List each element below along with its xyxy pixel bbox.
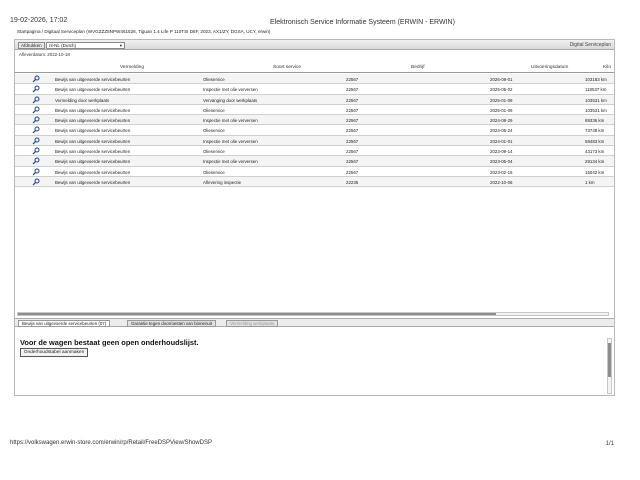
cell-bedrijf: 22567 <box>346 107 359 113</box>
cell-kilometerstand: 1 km <box>585 179 595 185</box>
cell-bedrijf: 22567 <box>346 128 359 134</box>
table-row[interactable] <box>15 84 614 94</box>
breadcrumb: Startpagina / Digitaal Serviceplan (WVGZZZ5NPW461526, Tiguan 1.4 Life P 110TSI D6F, 2023, AX1/ZY, DGSA, UCY, erwin) <box>17 29 271 34</box>
cell-vermelding: Bewijs van uitgevoerde servicebeurten <box>55 87 131 93</box>
table-row[interactable] <box>15 115 614 125</box>
magnifier-icon[interactable] <box>32 116 40 124</box>
magnifier-icon[interactable] <box>32 126 40 134</box>
cell-kilometerstand: 103531 km <box>585 107 607 113</box>
horizontal-scrollbar-thumb[interactable] <box>18 313 496 315</box>
cell-soort-service: Inspectie met olie verversen <box>203 118 258 124</box>
vertical-scrollbar[interactable] <box>607 338 612 394</box>
cell-vermelding: Bewijs van uitgevoerde servicebeurten <box>55 128 131 134</box>
column-header-bedrijf[interactable]: Bedrijf <box>411 65 425 70</box>
cell-vermelding: Bewijs van uitgevoerde servicebeurten <box>55 149 131 155</box>
column-header-kilometerstand[interactable]: Kilo <box>603 65 611 70</box>
cell-soort-service: Aflevering inspectie <box>203 179 242 185</box>
cell-bedrijf: 22567 <box>346 169 359 175</box>
toolbar <box>15 40 614 50</box>
table-row[interactable] <box>15 146 614 156</box>
cell-vermelding: Bewijs van uitgevoerde servicebeurten <box>55 138 131 144</box>
cell-kilometerstand: 89336 km <box>585 118 605 124</box>
cell-uitvoeringsdatum: 2026-08-01 <box>490 77 513 82</box>
print-date: 19-02-2026, 17:02 <box>10 17 68 24</box>
table-row[interactable] <box>15 136 614 146</box>
cell-kilometerstand: 58483 km <box>585 138 605 144</box>
magnifier-icon[interactable] <box>32 178 40 186</box>
magnifier-icon[interactable] <box>32 157 40 165</box>
cell-uitvoeringsdatum: 2023-09-14 <box>490 149 513 155</box>
app-title: Digital Serviceplan <box>569 42 611 48</box>
vertical-scrollbar-thumb[interactable] <box>608 343 611 377</box>
magnifier-icon[interactable] <box>32 85 40 93</box>
table-row[interactable] <box>15 125 614 135</box>
cell-vermelding: Bewijs van uitgevoerde servicebeurten <box>55 179 131 185</box>
cell-vermelding: Bewijs van uitgevoerde servicebeurten <box>55 169 131 175</box>
tab-vermelding-werkplaats: Vermelding werkplaats <box>226 320 278 327</box>
cell-kilometerstand: 73748 km <box>585 128 605 134</box>
cell-soort-service: Olieservice <box>203 107 225 113</box>
cell-soort-service: Olieservice <box>203 128 225 134</box>
cell-soort-service: Olieservice <box>203 149 225 155</box>
cell-uitvoeringsdatum: 2025-05-02 <box>490 87 513 93</box>
cell-bedrijf: 22567 <box>346 97 359 103</box>
cell-soort-service: Inspectie met olie verversen <box>203 138 258 144</box>
cell-kilometerstand: 28134 km <box>585 159 605 165</box>
cell-uitvoeringsdatum: 2023-02-15 <box>490 169 513 175</box>
cell-bedrijf: 22567 <box>346 159 359 165</box>
table-row[interactable] <box>15 167 614 177</box>
table-row[interactable] <box>15 156 614 166</box>
cell-bedrijf: 22567 <box>346 138 359 144</box>
print-footer-page-number: 1/1 <box>605 441 614 447</box>
cell-soort-service: Inspectie met olie verversen <box>203 87 258 93</box>
cell-vermelding: Vermelding door werkplaats <box>55 97 110 103</box>
cell-kilometerstand: 118537 km <box>585 87 607 93</box>
cell-bedrijf: 22567 <box>346 149 359 155</box>
table-row[interactable] <box>15 74 614 84</box>
maintenance-message: Voor de wagen bestaat geen open onderhoudslijst. <box>20 338 199 347</box>
create-maintenance-table-button[interactable]: Onderhoudstabel aanmaken <box>20 348 88 357</box>
cell-uitvoeringsdatum: 2024-05-24 <box>490 128 513 134</box>
cell-bedrijf: 22567 <box>346 118 359 124</box>
cell-vermelding: Bewijs van uitgevoerde servicebeurten <box>55 118 131 124</box>
cell-kilometerstand: 15042 km <box>585 169 605 175</box>
cell-soort-service: Olieservice <box>203 77 225 82</box>
cell-kilometerstand: 43173 km <box>585 149 605 155</box>
tab-bar <box>15 318 614 327</box>
print-footer-url: https://volkswagen.erwin-store.com/erwin/rp/Retail/FreeDSPView/ShowDSP <box>10 440 212 446</box>
magnifier-icon[interactable] <box>32 168 40 176</box>
chevron-down-icon: ▾ <box>119 43 122 48</box>
delivery-date: Afleverdatum: 2022-10-18 <box>19 52 70 57</box>
bottom-panel <box>15 328 614 395</box>
cell-bedrijf: 22567 <box>346 77 359 82</box>
cell-kilometerstand: 103531 km <box>585 97 607 103</box>
language-select-value: nl-NL (Dutch) <box>49 43 77 48</box>
magnifier-icon[interactable] <box>32 147 40 155</box>
service-table-body <box>15 74 614 187</box>
cell-soort-service: Inspectie met olie verversen <box>203 159 258 165</box>
service-plan-frame <box>14 39 615 396</box>
cell-uitvoeringsdatum: 2024-08-29 <box>490 118 513 124</box>
cell-uitvoeringsdatum: 2023-05-04 <box>490 159 513 165</box>
table-row[interactable] <box>15 105 614 115</box>
magnifier-icon[interactable] <box>32 106 40 114</box>
cell-uitvoeringsdatum: 2025-01-09 <box>490 107 513 113</box>
tab-servicebeurten[interactable]: Bewijs van uitgevoerde servicebeurten (07) <box>18 320 110 327</box>
cell-vermelding: Bewijs van uitgevoerde servicebeurten <box>55 107 131 113</box>
tab-garantie[interactable]: Garantie tegen doorroesten van binnenuit <box>127 320 216 327</box>
column-header-uitvoeringsdatum[interactable]: Uitvoeringsdatum <box>531 65 569 70</box>
cell-vermelding: Bewijs van uitgevoerde servicebeurten <box>55 159 131 165</box>
language-select[interactable] <box>46 42 125 49</box>
cell-soort-service: Vervanging door werkplaats <box>203 97 258 103</box>
table-row[interactable] <box>15 177 614 187</box>
column-header-soort-service[interactable]: Soort service <box>273 65 301 70</box>
cell-soort-service: Olieservice <box>203 169 225 175</box>
print-button[interactable]: Afdrukken <box>18 42 45 49</box>
cell-bedrijf: 22235 <box>346 179 359 185</box>
table-header <box>15 60 614 73</box>
page-title: Elektronisch Service Informatie Systeem (ERWIN - ERWIN) <box>270 19 455 26</box>
cell-kilometerstand: 103183 km <box>585 77 607 82</box>
cell-vermelding: Bewijs van uitgevoerde servicebeurten <box>55 77 131 82</box>
magnifier-icon[interactable] <box>32 75 40 83</box>
column-header-vermelding[interactable]: Vermelding <box>120 65 144 70</box>
cell-bedrijf: 22567 <box>346 87 359 93</box>
magnifier-icon[interactable] <box>32 96 40 104</box>
horizontal-scrollbar[interactable] <box>17 312 609 316</box>
cell-uitvoeringsdatum: 2025-01-09 <box>490 97 513 103</box>
magnifier-icon[interactable] <box>32 137 40 145</box>
table-row[interactable] <box>15 95 614 105</box>
cell-uitvoeringsdatum: 2022-10-06 <box>490 179 513 185</box>
cell-uitvoeringsdatum: 2024-01-01 <box>490 138 513 144</box>
